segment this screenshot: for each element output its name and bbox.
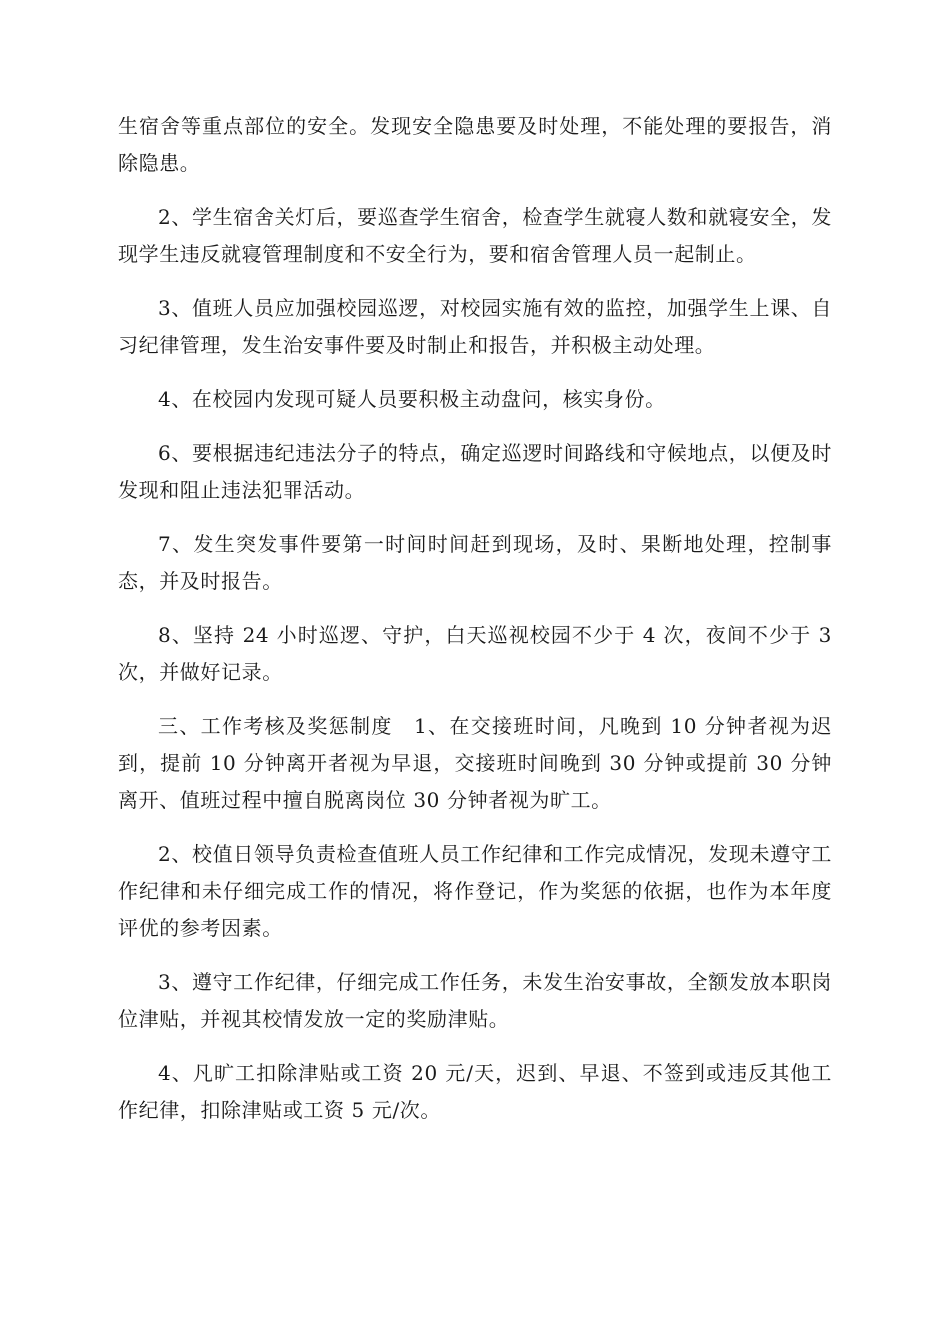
paragraph-item-3: 3、值班人员应加强校园巡逻，对校园实施有效的监控，加强学生上课、自习纪律管理，发生治安事件要及时制止和报告，并积极主动处理。 xyxy=(118,296,832,357)
paragraph-rule-4: 4、凡旷工扣除津贴或工资 20 元/天，迟到、早退、不签到或违反其他工作纪律，扣除津贴或工资 5 元/次。 xyxy=(118,1061,832,1122)
document-page xyxy=(118,108,832,1146)
paragraph-item-2: 2、学生宿舍关灯后，要巡查学生宿舍，检查学生就寝人数和就寝安全，发现学生违反就寝管理制度和不安全行为，要和宿舍管理人员一起制止。 xyxy=(118,205,832,266)
paragraph-item-6: 6、要根据违纪违法分子的特点，确定巡逻时间路线和守候地点，以便及时发现和阻止违法犯罪活动。 xyxy=(118,441,832,502)
paragraph-section-3: 三、工作考核及奖惩制度 1、在交接班时间，凡晚到 10 分钟者视为迟到，提前 10 分钟离开者视为早退，交接班时间晚到 30 分钟或提前 30 分钟离开、值班过程中擅自脱离岗位 30 分钟者视为旷工。 xyxy=(118,714,832,812)
paragraph-item-8: 8、坚持 24 小时巡逻、守护，白天巡视校园不少于 4 次，夜间不少于 3 次，并做好记录。 xyxy=(118,623,832,684)
paragraph-rule-2: 2、校值日领导负责检查值班人员工作纪律和工作完成情况，发现未遵守工作纪律和未仔细完成工作的情况，将作登记，作为奖惩的依据，也作为本年度评优的参考因素。 xyxy=(118,842,832,940)
paragraph-item-7: 7、发生突发事件要第一时间时间赶到现场，及时、果断地处理，控制事态，并及时报告。 xyxy=(118,532,832,593)
paragraph-item-4: 4、在校园内发现可疑人员要积极主动盘问，核实身份。 xyxy=(158,387,666,411)
paragraph-rule-3: 3、遵守工作纪律，仔细完成工作任务，未发生治安事故，全额发放本职岗位津贴，并视其校情发放一定的奖励津贴。 xyxy=(118,970,832,1031)
paragraph-continuation: 生宿舍等重点部位的安全。发现安全隐患要及时处理，不能处理的要报告，消除隐患。 xyxy=(118,114,832,175)
